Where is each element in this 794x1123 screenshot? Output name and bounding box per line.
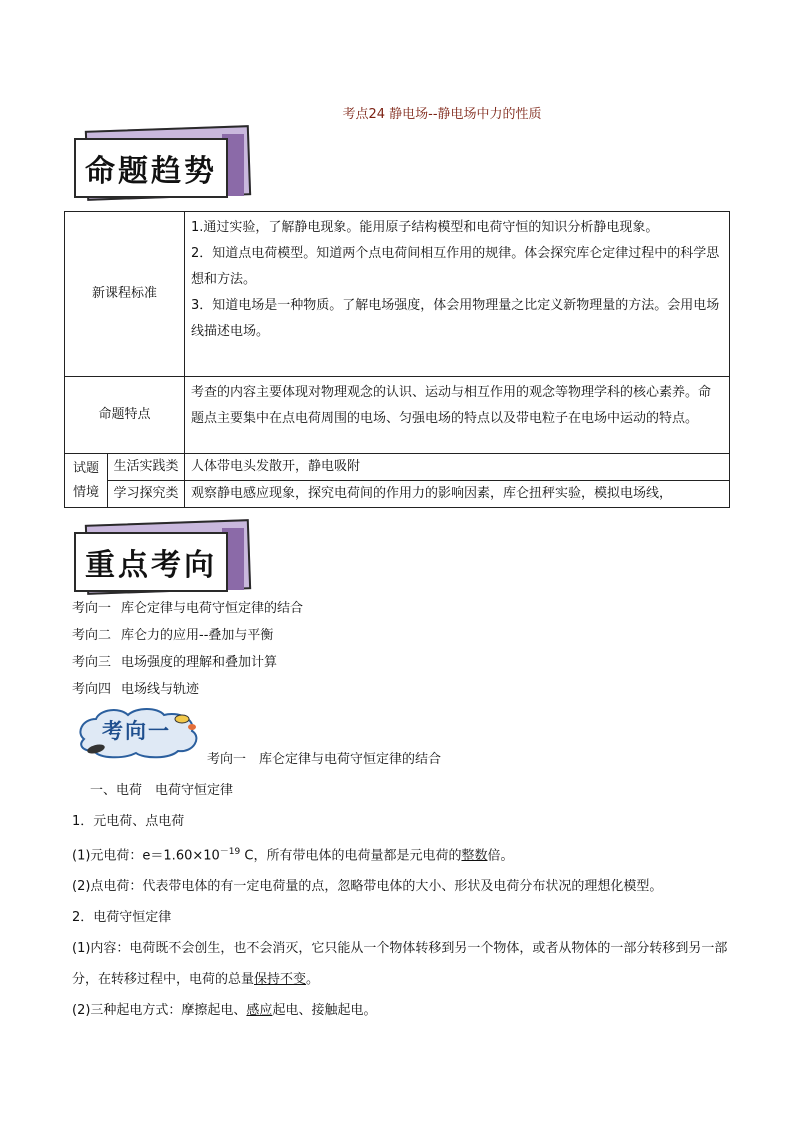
list-item: 考向三 电场强度的理解和叠加计算	[72, 655, 278, 670]
table-label-context	[65, 454, 108, 508]
table-row	[65, 454, 730, 481]
content-body	[72, 775, 732, 1026]
standard-line-3: 3．知道电场是一种物质。了解电场强度，体会用物理量之比定义新物理量的方法。会用电场线描述电场。	[191, 298, 720, 339]
table-sub-study: 学习探究类	[108, 481, 185, 508]
standard-line-2: 2．知道点电荷模型。知道两个点电荷间相互作用的规律。体会探究库仑定律过程中的科学思想和方法。	[191, 246, 720, 287]
document-title: 考点24 静电场--静电场中力的性质	[342, 107, 542, 122]
section-title: 考向一 库仑定律与电荷守恒定律的结合	[207, 752, 442, 767]
heading-elementary: 1．元电荷、点电荷	[72, 814, 185, 829]
section-badge	[74, 705, 204, 760]
standard-line-1: 1.通过实验，了解静电现象。能用原子结构模型和电荷守恒的知识分析静电现象。	[191, 220, 659, 235]
list-item: 考向二 库仑力的应用--叠加与平衡	[72, 628, 274, 643]
badge-focus-text: 重点考向	[85, 548, 217, 583]
badge-trend-text: 命题趋势	[85, 154, 217, 189]
para-elementary-charge: (1)元电荷：$e=1.60\times 10^{-19}$ C，所有带电体的电荷量都是元电荷的整数倍。	[72, 847, 514, 864]
context-label-b: 情境	[72, 484, 99, 500]
section-badge-text: 考向一	[102, 718, 171, 743]
list-item: 考向一 库仑定律与电荷守恒定律的结合	[72, 601, 304, 616]
heading-conservation: 2．电荷守恒定律	[72, 910, 172, 926]
table-sub-practice: 生活实践类	[108, 454, 185, 481]
table-cell-study: 观察静电感应现象，探究电荷间的作用力的影响因素，库仑扭秤实验，模拟电场线，	[185, 481, 730, 508]
table-cell-standard	[185, 212, 730, 377]
table-row	[65, 481, 730, 508]
context-label-a: 试题	[72, 460, 99, 476]
heading-charge: 一、电荷 电荷守恒定律	[90, 783, 234, 798]
table-cell-feature: 考查的内容主要体现对物理观念的认识、运动与相互作用的观念等物理学科的核心素养。命题点主要集中在点电荷周围的电场、匀强电场的特点以及带电粒子在电场中运动的特点。	[185, 377, 730, 454]
curriculum-table	[64, 211, 730, 508]
badge-trend	[72, 128, 252, 202]
table-label-standard: 新课程标准	[65, 212, 185, 377]
table-cell-practice: 人体带电头发散开，静电吸附	[185, 454, 730, 481]
table-label-feature: 命题特点	[65, 377, 185, 454]
table-row	[65, 212, 730, 377]
table-row	[65, 377, 730, 454]
para-point-charge: (2)点电荷：代表带电体的有一定电荷量的点，忽略带电体的大小、形状及电荷分布状况的理想化模型。	[72, 879, 663, 895]
para-charging-methods: (2)三种起电方式：摩擦起电、感应起电、接触起电。	[72, 1003, 377, 1019]
list-item: 考向四 电场线与轨迹	[72, 682, 200, 697]
badge-focus	[72, 522, 252, 596]
para-conservation: (1)内容：电荷既不会创生，也不会消灭，它只能从一个物体转移到另一个物体，或者从物体的一部分转移到另一部分，在转移过程中，电荷的总量保持不变。	[72, 941, 728, 988]
